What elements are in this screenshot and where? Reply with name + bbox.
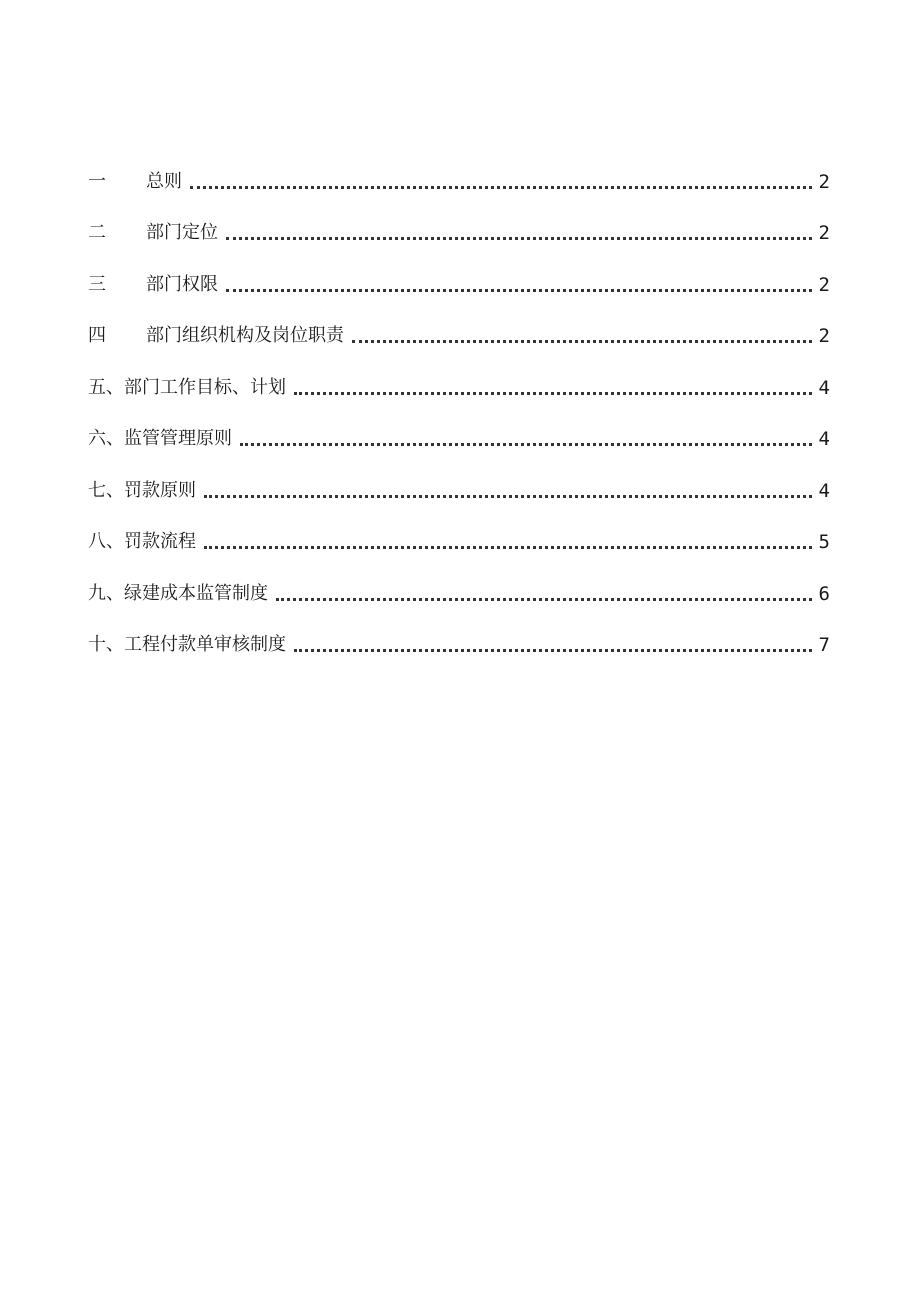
toc-entry-separator: 、 bbox=[106, 479, 124, 501]
toc-entry-label bbox=[88, 424, 232, 454]
toc-entry-page: 2 bbox=[818, 222, 830, 244]
toc-entry-page: 4 bbox=[818, 479, 830, 502]
toc-entry-label bbox=[88, 270, 218, 300]
dot-leader bbox=[204, 546, 812, 549]
toc-entry-page: 5 bbox=[818, 531, 830, 553]
toc-entry-title: 罚款流程 bbox=[124, 531, 196, 552]
toc-entry-title: 工程付款单审核制度 bbox=[124, 634, 286, 655]
toc-entry-page: 4 bbox=[818, 376, 830, 399]
toc-entry-separator: 、 bbox=[106, 531, 124, 552]
toc-entry-number: 四 bbox=[88, 325, 106, 346]
toc-entry[interactable] bbox=[88, 145, 830, 197]
dot-leader bbox=[294, 392, 812, 395]
toc-entry-number: 七 bbox=[88, 479, 106, 501]
dot-leader bbox=[240, 443, 812, 446]
toc-entry[interactable] bbox=[88, 248, 830, 300]
toc-entry-label bbox=[88, 579, 268, 609]
toc-entry-number: 九 bbox=[88, 582, 106, 604]
toc-entry-title: 部门工作目标、计划 bbox=[124, 376, 286, 398]
toc-entry-label bbox=[88, 321, 344, 351]
toc-entry-label bbox=[88, 527, 196, 557]
toc-entry[interactable] bbox=[88, 300, 830, 352]
toc-entry-label bbox=[88, 630, 286, 660]
dot-leader bbox=[352, 340, 812, 343]
toc-entry-number: 十 bbox=[88, 634, 106, 655]
toc-entry-page: 2 bbox=[818, 273, 830, 296]
toc-entry-label bbox=[88, 167, 182, 197]
toc-entry-title: 部门组织机构及岗位职责 bbox=[146, 325, 344, 346]
toc-entry-page: 2 bbox=[818, 170, 830, 193]
toc-entry-label bbox=[88, 218, 218, 248]
toc-entry-number: 三 bbox=[88, 273, 106, 295]
dot-leader bbox=[276, 598, 812, 601]
toc-entry-number: 六 bbox=[88, 428, 106, 449]
table-of-contents bbox=[88, 145, 830, 660]
dot-leader bbox=[294, 649, 812, 652]
toc-entry-title: 部门权限 bbox=[146, 273, 218, 295]
toc-entry-separator: 、 bbox=[106, 376, 124, 398]
toc-entry[interactable] bbox=[88, 557, 830, 609]
toc-entry-page: 6 bbox=[818, 582, 830, 605]
toc-entry-page: 4 bbox=[818, 428, 830, 450]
toc-entry-title: 监管管理原则 bbox=[124, 428, 232, 449]
toc-entry-label bbox=[88, 373, 286, 403]
toc-entry-number: 一 bbox=[88, 170, 106, 192]
toc-entry-title: 总则 bbox=[146, 170, 182, 192]
toc-entry-title: 部门定位 bbox=[146, 222, 218, 243]
toc-entry-title: 罚款原则 bbox=[124, 479, 196, 501]
toc-entry-separator: 、 bbox=[106, 428, 124, 449]
toc-entry[interactable] bbox=[88, 403, 830, 455]
toc-entry-separator: 、 bbox=[106, 634, 124, 655]
toc-entry-number: 二 bbox=[88, 222, 106, 243]
toc-entry[interactable] bbox=[88, 506, 830, 558]
toc-entry-page: 2 bbox=[818, 325, 830, 347]
toc-entry[interactable] bbox=[88, 197, 830, 249]
dot-leader bbox=[226, 289, 812, 292]
dot-leader bbox=[204, 495, 812, 498]
toc-entry-title: 绿建成本监管制度 bbox=[124, 582, 268, 604]
toc-entry[interactable] bbox=[88, 609, 830, 661]
dot-leader bbox=[226, 237, 812, 240]
toc-entry-separator: 、 bbox=[106, 582, 124, 604]
dot-leader bbox=[190, 186, 812, 189]
toc-entry[interactable] bbox=[88, 454, 830, 506]
toc-entry-page: 7 bbox=[818, 634, 830, 656]
toc-entry-number: 八 bbox=[88, 531, 106, 552]
toc-entry[interactable] bbox=[88, 351, 830, 403]
toc-entry-number: 五 bbox=[88, 376, 106, 398]
toc-entry-label bbox=[88, 476, 196, 506]
